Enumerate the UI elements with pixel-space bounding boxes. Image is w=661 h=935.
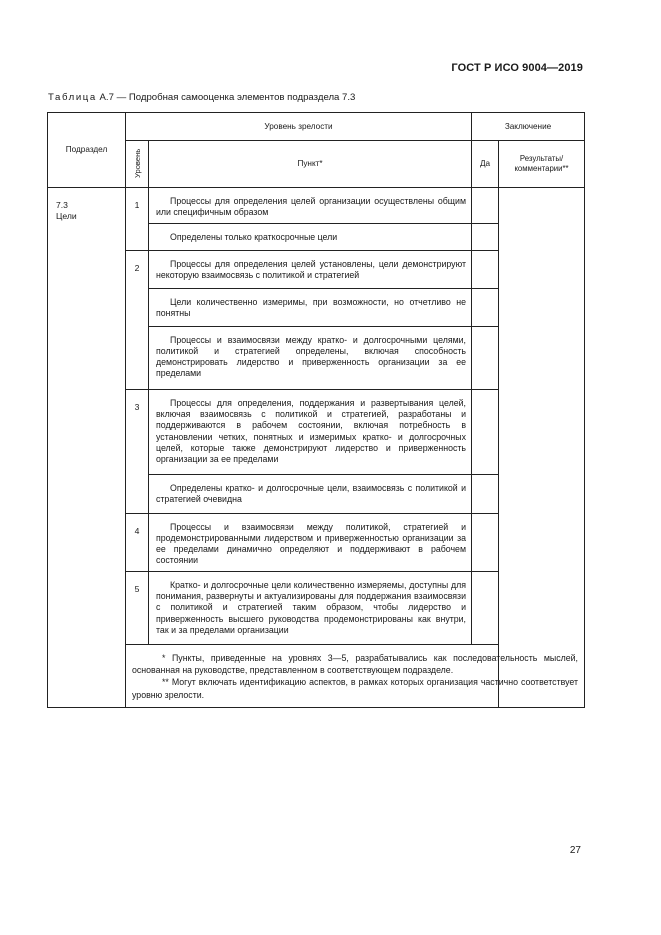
yes-cell (472, 326, 499, 389)
table-caption (48, 92, 355, 103)
level-1: 1 (126, 187, 149, 250)
header-results: Результаты/ комментарии** (499, 140, 585, 187)
level-2: 2 (126, 250, 149, 389)
item-3-1: Процессы для определения, поддержания и развертывания целей, включая взаимосвязь с политикой и стратегией, разработаны и поддерживаются в рабочем состоянии, включая потребность в установлении четких, понятных и измеримых кратко- и долгосрочных целей, которые также демонстрируют лидерство и приверженность организации за ее пределами (149, 389, 472, 474)
item-2-1: Процессы для определения целей установлены, цели демонстрируют некоторую взаимосвязь с политикой и стратегией (149, 250, 472, 288)
yes-cell (472, 288, 499, 326)
yes-cell (472, 571, 499, 644)
item-2-3: Процессы и взаимосвязи между кратко- и долгосрочными целями, политикой и стратегией определены, включая способность демонстрировать лидерство и приверженность организации за ее пределами (149, 326, 472, 389)
caption-number: А.7 (99, 92, 114, 103)
item-4-1: Процессы и взаимосвязи между политикой, стратегией и продемонстрированными лидерством и приверженностью организации за ее пределами динамично определяют и поддерживают в рабочем состоянии (149, 513, 472, 571)
header-level: Уровень (126, 140, 149, 187)
item-1-2: Определены только краткосрочные цели (149, 224, 472, 251)
subsection-number: 7.3 (56, 199, 68, 210)
caption-label: Таблица (48, 92, 97, 103)
note-1: * Пункты, приведенные на уровнях 3—5, разрабатывались как последовательность мыслей, основанная на руководстве, представленном в соответствующем подразделе. (132, 652, 579, 675)
item-2-2: Цели количественно измеримы, при возможности, но отчетливо не понятны (149, 288, 472, 326)
self-assessment-table (47, 112, 585, 708)
yes-cell (472, 187, 499, 224)
yes-cell (472, 250, 499, 288)
yes-cell (472, 474, 499, 513)
subsection-name: Цели (56, 210, 77, 221)
header-conclusion: Заключение (472, 113, 585, 141)
caption-text: — Подробная самооценка элементов подраздела 7.3 (116, 92, 356, 103)
header-item: Пункт* (149, 140, 472, 187)
yes-cell (472, 389, 499, 474)
level-4: 4 (126, 513, 149, 571)
header-maturity-level: Уровень зрелости (126, 113, 472, 141)
page-number: 27 (569, 845, 581, 856)
document-code: ГОСТ Р ИСО 9004—2019 (451, 62, 583, 74)
results-cell (499, 187, 585, 707)
level-3: 3 (126, 389, 149, 513)
subsection-cell (48, 187, 126, 707)
yes-cell (472, 224, 499, 251)
level-5: 5 (126, 571, 149, 644)
item-1-1: Процессы для определения целей организации осуществлены общим или специфичным образом (149, 187, 472, 224)
note-2: ** Могут включать идентификацию аспектов, в рамках которых организация частично соответствует уровню зрелости. (132, 677, 579, 700)
item-5-1: Кратко- и долгосрочные цели количественно измеряемы, доступны для понимания, развернуты и актуализированы для поддержания взаимосвязи с политикой и стратегией таким образом, чтобы лидерство и приверженность высшего руководства продемонстрированы как внутри, так и за пределами организации (149, 571, 472, 644)
yes-cell (472, 513, 499, 571)
header-yes: Да (472, 140, 499, 187)
item-3-2: Определены кратко- и долгосрочные цели, взаимосвязь с политикой и стратегией очевидна (149, 474, 472, 513)
table-notes (126, 644, 585, 707)
header-subsection: Подраздел (48, 113, 126, 188)
